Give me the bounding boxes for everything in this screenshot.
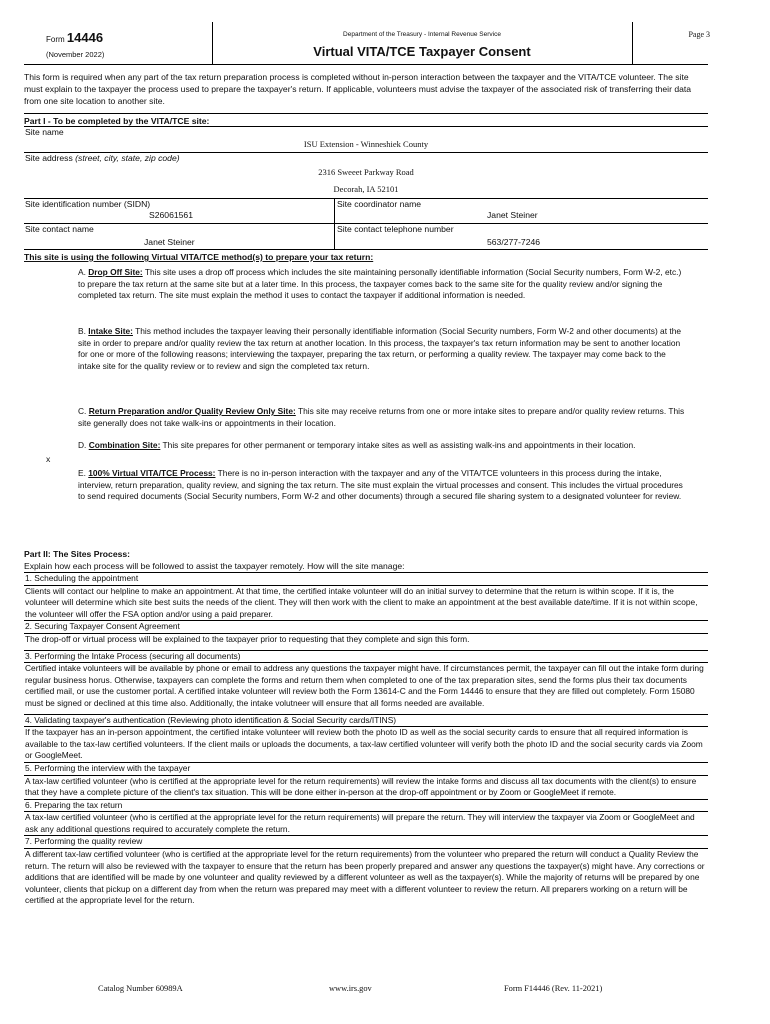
phone-label: Site contact telephone number: [337, 224, 454, 234]
form-id-box: [24, 22, 213, 64]
methods-list: [24, 262, 708, 549]
section-consent: 2. Securing Taxpayer Consent Agreement The drop-off or virtual process will be explained to the taxpayer prior to requesting that they complete and sign this form.: [24, 620, 708, 649]
methods-heading: This site is using the following Virtual VITA/TCE method(s) to prepare your tax return:: [24, 249, 708, 262]
phone-field[interactable]: 563/277-7246: [487, 237, 541, 247]
header-divider: [632, 22, 633, 64]
part2-header: [24, 549, 708, 572]
department-name: Department of the Treasury - Internal Revenue Service: [343, 31, 501, 38]
site-address-row: [24, 152, 708, 198]
section-preparing: 6. Preparing the tax return A tax-law certified volunteer (who is certified at the appropriate level for the return requirements) will prepare the return. They will interview the taxpayer via Zoom or GoogleMeet and ask any additional questions required to accurately complete the return.: [24, 799, 708, 836]
catalog-number: Catalog Number 60989A: [98, 984, 183, 993]
site-address-label: Site address (street, city, state, zip code): [25, 153, 180, 163]
page-number: Page 3: [688, 30, 710, 39]
section-preparing-field[interactable]: A tax-law certified volunteer (who is certified at the appropriate level for the return requirements) will prepare the return. They will interview the taxpayer via Zoom or GoogleMeet and ask any additional questions required to accurately complete the return.: [25, 812, 695, 834]
sidn-field[interactable]: S26061561: [149, 210, 193, 220]
site-name-field[interactable]: ISU Extension - Winneshiek County: [303, 139, 429, 149]
sidn-coordinator-row: [24, 198, 708, 223]
sidn-label: Site identification number (SIDN): [25, 199, 151, 209]
contact-label: Site contact name: [25, 224, 94, 234]
coordinator-field[interactable]: Janet Steiner: [487, 210, 538, 220]
site-address-hint: (street, city, state, zip code): [75, 153, 180, 163]
section-intake-field[interactable]: Certified intake volunteers will be available by phone or email to address any questions the taxpayer might have. If circumstances permit, the taxpayer can fill out the intake form during regular business horus. Otherwise, taxpayers can complete the forms and return them when completed to one of the tax preparation sites, send the forms plus their tax documents certified mail, or use the customer portal. A certified intake volunteer will review both the Form 13614-C and the Form 14446 to ensure that they are filled out completely. Form 15080 must be signed or declined at this time also. Additionally, the intake volutneer will ensure that all forms needed are available.: [25, 663, 704, 708]
site-address-field[interactable]: [24, 164, 708, 198]
intro-text: This form is required when any part of the tax return preparation process is completed without in-person interaction between the taxpayer and the VITA/TCE volunteer. The site must explain to the taxpayer the process used to prepare the taxpayer's return. If applicable, volunteers must advise the taxpayer of the associated risk of transferring their data from one site location to another site.: [24, 72, 692, 106]
form-page: [24, 22, 708, 907]
section-authentication: 4. Validating taxpayer's authentication (Reviewing photo identification & Social Security cards/ITINS) If the taxpayer has an in-person appointment, the certified intake volunteer will review both the photo ID as well as the social security cards to ensure that all required information is available to the tax-law certified volunteers. If the client mails or uploads the documents, a tax-law certified volunteer will verify both the photo ID and the social security cards via Zoom or GoogleMeet.: [24, 714, 708, 762]
contact-field[interactable]: Janet Steiner: [144, 237, 195, 247]
form-revision: (November 2022): [46, 50, 105, 59]
method-d-checkmark[interactable]: x: [46, 454, 51, 464]
address-line-2: Decorah, IA 52101: [333, 184, 399, 194]
part1-heading: Part I - To be completed by the VITA/TCE site:: [24, 113, 708, 126]
method-d: D. Combination Site: This site prepares for other permanent or temporary intake sites as well as assisting walk-ins and appointments in their location.: [78, 440, 636, 450]
site-name-label: Site name: [25, 127, 64, 137]
section-interview: 5. Performing the interview with the taxpayer A tax-law certified volunteer (who is certified at the appropriate level for the return requirements) will review the intake forms and discuss all tax documents with the client(s) to ensure that they have a complete picture of the client's tax situation. This will be done either in-person at the drop-off appointment or by Zoom or GoogleMeet if remote.: [24, 762, 708, 799]
section-scheduling-field[interactable]: Clients will contact our helpline to make an appointment. At that time, the certified intake volunteer will do an initial survey to determine that the return is within scope. If it is, the volunteer will determine which site best suits the needs of the client. They will then work with the client to make an appointment at the best available date/time. If it is not within scope, the volunteer will offer the FSA option and/or using a paid preparer.: [25, 585, 698, 619]
section-consent-field[interactable]: The drop-off or virtual process will be explained to the taxpayer prior to requesting that they complete and sign this form.: [25, 633, 470, 644]
address-line-1: 2316 Sweeet Parkway Road: [318, 167, 414, 177]
section-scheduling: 1. Scheduling the appointment Clients will contact our helpline to make an appointment. At that time, the certified intake volunteer will do an initial survey to determine that the return is within scope. If it is, the volunteer will determine which site best suits the needs of the client. They will then work with the client to make an appointment at the best available date/time. If it is not within scope, the volunteer will offer the FSA option and/or using a paid preparer.: [24, 572, 708, 620]
site-name-row: [24, 126, 708, 152]
method-c: C. Return Preparation and/or Quality Review Only Site: This site may receive returns from one or more intake sites to prepare and/or quality review returns. This site generally does not take walk-ins or appointments in their location.: [78, 406, 685, 428]
contact-row: [24, 223, 708, 249]
section-intake: 3. Performing the Intake Process (securing all documents) Certified intake volunteers will be available by phone or email to address any questions the taxpayer might have. If circumstances permit, the taxpayer can fill out the intake form during regular business horus. Otherwise, taxpayers can complete the forms and return them when completed to one of the tax preparation sites, send the forms plus their tax documents certified mail, or use the customer portal. A certified intake volunteer will review both the Form 13614-C and the Form 14446 to ensure that they are filled out completely. Form 15080 must be signed or declined at this time also. Additionally, the intake volutneer will ensure that all forms needed are available.: [24, 650, 708, 714]
method-e: E. 100% Virtual VITA/TCE Process: There is no in-person interaction with the taxpayer and any of the VITA/TCE volunteers in this process during the intake, interview, return preparation, quality review, and signing the tax return. The site must explain the virtual processes and consent. This includes the virtual procedures to send required documents (Social Security numbers, Form W-2 and other documents) through a secured file sharing system to a designated volunteer for review.: [78, 468, 683, 502]
section-authentication-field[interactable]: If the taxpayer has an in-person appointment, the certified intake volunteer will review both the photo ID as well as the social security cards to ensure that all required information is available to the tax-law certified volunteers. If the client mails or uploads the documents, a tax-law certified volunteer will verify both the photo ID and the social security cards via Zoom or GoogleMeet.: [25, 727, 703, 761]
form-header: [24, 22, 708, 65]
section-quality-review-field[interactable]: A different tax-law certified volunteer (who is certified at the appropriate level for the return requirements) from the volunteer who prepared the return will conduct a Quality Review the return. The return will also be reviewed with the taxpayer to ensure that the return has been properly prepared and answer any questions the taxpayer(s) might have. Any corrections or additions that are identified will be made by one volunteer and quality reviewed by a different volunteer as well as the taxpayer(s). While the majority of returns will be prepared by one volunteer, clients that pickup on a different day from when the return was prepared may meet with a different volunteer to review the return. All preparers working on a return will be certified at the appropriate level for the return.: [25, 849, 705, 906]
form-revision-footer: Form F14446 (Rev. 11-2021): [504, 984, 603, 993]
coordinator-label: Site coordinator name: [337, 199, 422, 209]
method-a: A. Drop Off Site: This site uses a drop off process which includes the site maintaining personally identifiable information (Social Security numbers, Form W-2, etc.) to prepare the tax return at the same site but at a later time. In this process, the taxpayer comes back to the same site for the quality review and/or signing the completed tax return. The site must explain the method it uses to contact the taxpayer if additional information is needed.: [78, 267, 682, 301]
section-quality-review: 7. Performing the quality review A different tax-law certified volunteer (who is certified at the appropriate level for the return requirements) from the volunteer who prepared the return will conduct a Quality Review the return. The return will also be reviewed with the taxpayer to ensure that the return has been properly prepared and answer any questions the taxpayer(s) might have. Any corrections or additions that are identified will be made by one volunteer and quality reviewed by a different volunteer as well as the taxpayer(s). While the majority of returns will be prepared by one volunteer, clients that pickup on a different day from when the return was prepared may meet with a different volunteer to review the return. All preparers working on a return will be certified at the appropriate level for the return.: [24, 835, 708, 907]
irs-website: www.irs.gov: [329, 984, 372, 993]
method-b: B. Intake Site: This method includes the taxpayer leaving their personally identifiable information (Social Security numbers, Form W-2 and other documents) at the site in order to prepare and/or quality review the tax return at another location. In this process, the taxpayer's tax return information may be sent to another location for one or more of the following reasons; interviewing the taxpayer, preparing the tax return, or performing a quality review. The taxpayer may come back to the intake site for the quality review or to review and sign the completed tax return.: [78, 326, 682, 371]
part2-subheading: Explain how each process will be followed to assist the taxpayer remotely. How will the site manage:: [24, 560, 405, 571]
section-interview-field[interactable]: A tax-law certified volunteer (who is certified at the appropriate level for the return requirements) will review the intake forms and discuss all tax documents with the client(s) to ensure that they have a complete picture of the client's tax situation. This will be done either in-person at the drop-off appointment or by Zoom or GoogleMeet if remote.: [25, 775, 697, 798]
form-title: Virtual VITA/TCE Taxpayer Consent: [313, 44, 531, 59]
form-number: Form 14446: [46, 30, 104, 45]
part2-heading: Part II: The Sites Process:: [24, 549, 131, 559]
